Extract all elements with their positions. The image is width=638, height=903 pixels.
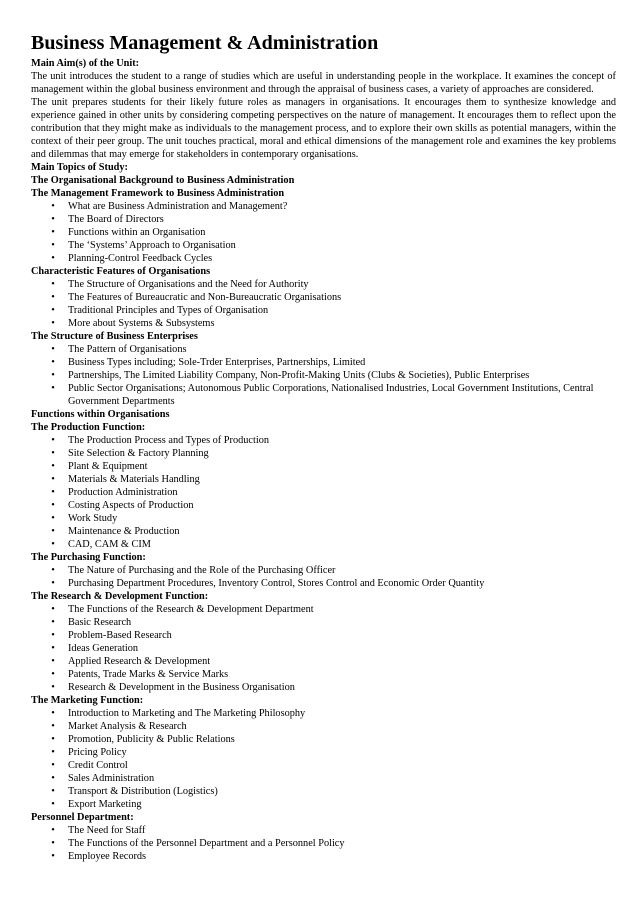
list-item [31, 720, 616, 733]
bullet-icon: • [51, 773, 55, 784]
list-item-text: The Features of Bureaucratic and Non-Bureaucratic Organisations [68, 292, 342, 303]
bullet-list [31, 707, 616, 811]
bullet-icon: • [51, 448, 55, 459]
list-item [31, 564, 616, 577]
bullet-icon: • [51, 344, 55, 355]
bullet-list [31, 278, 616, 330]
bullet-icon: • [51, 201, 55, 212]
bullet-icon: • [51, 578, 55, 589]
bullet-icon: • [51, 617, 55, 628]
list-item [31, 278, 616, 291]
bullet-list [31, 564, 616, 590]
list-item-text: Work Study [68, 513, 118, 524]
bullet-icon: • [51, 630, 55, 641]
bullet-icon: • [51, 253, 55, 264]
bullet-icon: • [51, 825, 55, 836]
list-item-text: Functions within an Organisation [68, 227, 206, 238]
list-item [31, 798, 616, 811]
list-item [31, 772, 616, 785]
list-item-text: Market Analysis & Research [68, 721, 187, 732]
section-heading: The Purchasing Function: [31, 552, 146, 563]
bullet-icon: • [51, 643, 55, 654]
list-item [31, 668, 616, 681]
document-title: Business Management & Administration [31, 32, 379, 54]
list-item-text: More about Systems & Subsystems [68, 318, 215, 329]
list-item [31, 447, 616, 460]
bullet-icon: • [51, 786, 55, 797]
list-item [31, 681, 616, 694]
list-item-text: The Production Process and Types of Production [68, 435, 269, 446]
bullet-icon: • [51, 435, 55, 446]
list-item [31, 369, 616, 382]
bullet-icon: • [51, 487, 55, 498]
aim-heading: Main Aim(s) of the Unit: [31, 58, 140, 69]
list-item [31, 525, 616, 538]
list-item-text: The Pattern of Organisations [68, 344, 187, 355]
bullet-list [31, 343, 616, 408]
list-item [31, 499, 616, 512]
section-heading: The Organisational Background to Business Administration [31, 175, 295, 186]
list-item [31, 317, 616, 330]
list-item [31, 837, 616, 850]
bullet-icon: • [51, 747, 55, 758]
list-item-text: Pricing Policy [68, 747, 127, 758]
list-item [31, 850, 616, 863]
bullet-icon: • [51, 708, 55, 719]
list-item-text: Basic Research [68, 617, 132, 628]
list-item [31, 707, 616, 720]
list-item [31, 213, 616, 226]
list-item-text: Export Marketing [68, 799, 142, 810]
bullet-icon: • [51, 604, 55, 615]
bullet-icon: • [51, 851, 55, 862]
bullet-icon: • [51, 240, 55, 251]
section-heading: Functions within Organisations [31, 409, 170, 420]
bullet-icon: • [51, 838, 55, 849]
list-item [31, 733, 616, 746]
list-item [31, 785, 616, 798]
list-item [31, 239, 616, 252]
list-item [31, 759, 616, 772]
list-item-text: The Nature of Purchasing and the Role of the Purchasing Officer [68, 565, 336, 576]
bullet-icon: • [51, 669, 55, 680]
list-item-text: The Need for Staff [68, 825, 146, 836]
list-item-text: CAD, CAM & CIM [68, 539, 151, 550]
bullet-icon: • [51, 734, 55, 745]
list-item [31, 538, 616, 551]
aim-paragraph-2: The unit prepares students for their likely future roles as managers in organisations. It encourages them to synthesize knowledge and experience gained in other units by considering competing perspectives on the nature of management. It encourages them to reflect upon the contribution that they might make as individuals to the management process, and to explore their own skills as potential managers, within the context of their peer group. The unit touches practical, moral and ethical dimensions of the management role and examines the key problems and dilemmas that may emerge for stakeholders in contemporary organisations. [31, 97, 616, 160]
list-item [31, 629, 616, 642]
bullet-list [31, 200, 616, 265]
list-item [31, 824, 616, 837]
bullet-icon: • [51, 565, 55, 576]
list-item-text: Business Types including; Sole-Trder Enterprises, Partnerships, Limited [68, 357, 366, 368]
bullet-icon: • [51, 539, 55, 550]
bullet-icon: • [51, 656, 55, 667]
list-item-text: Credit Control [68, 760, 128, 771]
list-item [31, 434, 616, 447]
bullet-icon: • [51, 526, 55, 537]
section-heading: The Marketing Function: [31, 695, 144, 706]
bullet-icon: • [51, 500, 55, 511]
list-item [31, 603, 616, 616]
list-item [31, 616, 616, 629]
topics-heading: Main Topics of Study: [31, 162, 128, 173]
list-item [31, 252, 616, 265]
list-item-text: Costing Aspects of Production [68, 500, 194, 511]
section-heading: The Production Function: [31, 422, 146, 433]
bullet-icon: • [51, 721, 55, 732]
list-item-text: Problem-Based Research [68, 630, 172, 641]
list-item-text: Production Administration [68, 487, 178, 498]
list-item-text: Research & Development in the Business Organisation [68, 682, 295, 693]
list-item [31, 356, 616, 369]
bullet-icon: • [51, 383, 55, 394]
list-item-text: Transport & Distribution (Logistics) [68, 786, 218, 797]
bullet-icon: • [51, 682, 55, 693]
list-item-text: Promotion, Publicity & Public Relations [68, 734, 235, 745]
list-item-text: Traditional Principles and Types of Organisation [68, 305, 269, 316]
list-item [31, 486, 616, 499]
bullet-icon: • [51, 305, 55, 316]
list-item-text: The Structure of Organisations and the Need for Authority [68, 279, 309, 290]
section-heading: The Management Framework to Business Administration [31, 188, 285, 199]
list-item-text: Introduction to Marketing and The Marketing Philosophy [68, 708, 306, 719]
list-item-text: Planning-Control Feedback Cycles [68, 253, 213, 264]
list-item-text: Partnerships, The Limited Liability Company, Non-Profit-Making Units (Clubs & Societies), Public Enterprises [68, 370, 530, 381]
list-item [31, 577, 616, 590]
list-item-text: Sales Administration [68, 773, 155, 784]
section-heading: The Structure of Business Enterprises [31, 331, 198, 342]
bullet-icon: • [51, 799, 55, 810]
bullet-list [31, 603, 616, 694]
list-item-text: Maintenance & Production [68, 526, 180, 537]
list-item [31, 473, 616, 486]
list-item-text: Purchasing Department Procedures, Inventory Control, Stores Control and Economic Order Quantity [68, 578, 485, 589]
bullet-icon: • [51, 461, 55, 472]
bullet-icon: • [51, 474, 55, 485]
bullet-icon: • [51, 318, 55, 329]
section-heading: Characteristic Features of Organisations [31, 266, 211, 277]
list-item [31, 460, 616, 473]
list-item [31, 512, 616, 525]
list-item-text: Applied Research & Development [68, 656, 211, 667]
bullet-icon: • [51, 292, 55, 303]
list-item [31, 343, 616, 356]
section-heading: The Research & Development Function: [31, 591, 209, 602]
list-item-text: The Functions of the Personnel Department and a Personnel Policy [68, 838, 345, 849]
list-item [31, 226, 616, 239]
list-item-text: The Functions of the Research & Development Department [68, 604, 314, 615]
list-item-text: The ‘Systems’ Approach to Organisation [68, 240, 236, 251]
list-item-text: Employee Records [68, 851, 147, 862]
bullet-icon: • [51, 227, 55, 238]
list-item-text: The Board of Directors [68, 214, 164, 225]
bullet-list [31, 434, 616, 551]
list-item [31, 655, 616, 668]
list-item-text: Materials & Materials Handling [68, 474, 200, 485]
bullet-list [31, 824, 616, 863]
list-item-text: Plant & Equipment [68, 461, 148, 472]
bullet-icon: • [51, 513, 55, 524]
document-page [31, 32, 616, 863]
list-item-text: Site Selection & Factory Planning [68, 448, 209, 459]
bullet-icon: • [51, 760, 55, 771]
aim-paragraph-1: The unit introduces the student to a range of studies which are useful in understanding people in the workplace. It examines the concept of management within the global business environment and through the appraisal of business cases, a variety of approaches are considered. [31, 71, 616, 95]
bullet-icon: • [51, 370, 55, 381]
bullet-icon: • [51, 279, 55, 290]
list-item [31, 291, 616, 304]
list-item [31, 642, 616, 655]
bullet-icon: • [51, 357, 55, 368]
list-item-text: Ideas Generation [68, 643, 139, 654]
topics-sections [31, 174, 616, 863]
list-item-text: Public Sector Organisations; Autonomous Public Corporations, Nationalised Industries, Local Government Institutions, Central Government Departments [68, 383, 594, 407]
list-item [31, 200, 616, 213]
list-item-text: Patents, Trade Marks & Service Marks [68, 669, 229, 680]
list-item [31, 382, 616, 408]
list-item-text: What are Business Administration and Management? [68, 201, 288, 212]
list-item [31, 746, 616, 759]
list-item [31, 304, 616, 317]
section-heading: Personnel Department: [31, 812, 134, 823]
bullet-icon: • [51, 214, 55, 225]
